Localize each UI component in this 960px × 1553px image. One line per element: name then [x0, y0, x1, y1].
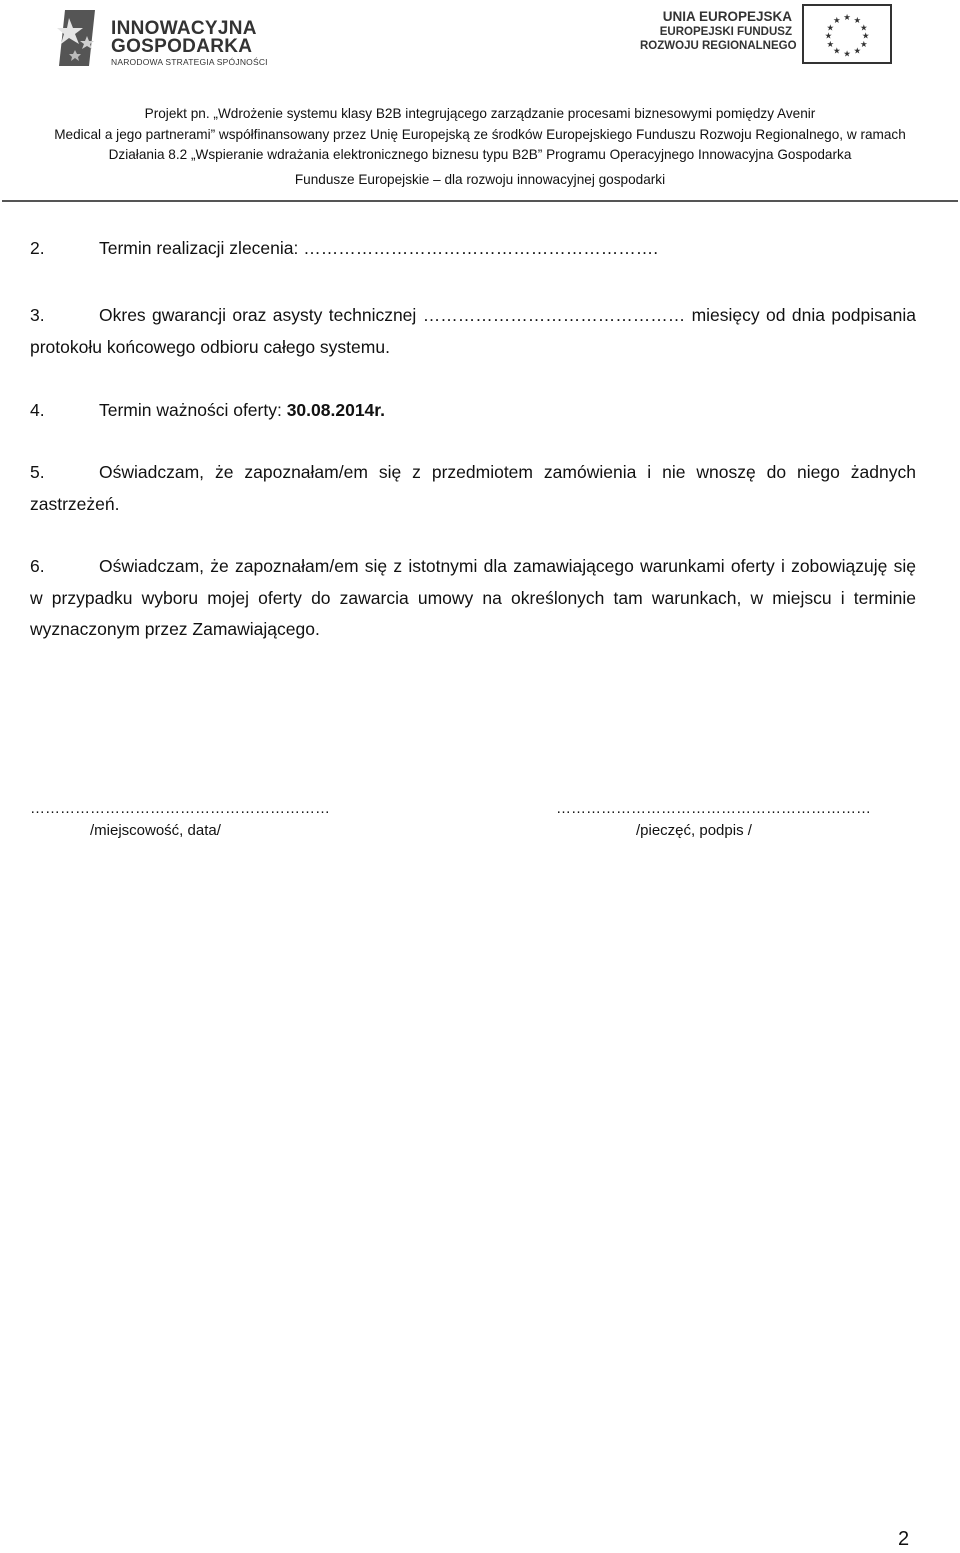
stars-logo-icon [55, 6, 105, 70]
eu-logo-line-2: EUROPEJSKI FUNDUSZ [659, 26, 792, 38]
eu-logo-text [640, 8, 797, 53]
list-item [30, 300, 916, 363]
item-text: Oświadczam, że zapoznałam/em się z przedmiotem zamówienia i nie wnoszę do niego żadnych zastrzeżeń. [30, 462, 916, 514]
svg-text:★: ★ [826, 22, 834, 33]
list-item [30, 457, 916, 520]
project-line: Medical a jego partnerami” współfinansowany przez Unię Europejską ze środków Europejskiego Funduszu Rozwoju Regionalnego, w ramach [54, 126, 906, 142]
item-number: 3. [30, 305, 45, 325]
logo-line-3: NARODOWA STRATEGIA SPÓJNOŚCI [111, 57, 268, 67]
svg-text:★: ★ [861, 30, 870, 41]
svg-text:★: ★ [843, 48, 851, 59]
item-number: 6. [30, 556, 45, 576]
funds-line: Fundusze Europejskie – dla rozwoju innowacyjnej gospodarki [294, 172, 666, 187]
eu-stars-flag-icon [802, 4, 892, 64]
list-item [30, 233, 916, 265]
item-number: 5. [30, 462, 45, 482]
item-text: Okres gwarancji oraz asysty technicznej ……………………………………… miesięcy od dnia podpisania protokołu końcowego odbioru całego systemu. [30, 305, 916, 357]
svg-text:★: ★ [843, 12, 851, 22]
place-date-label: /miejscowość, data/ [90, 822, 221, 839]
eu-logo-line-1: UNIA EUROPEJSKA [662, 9, 792, 24]
place-date-dots: …………………………………………………… [30, 800, 330, 817]
eu-logo [640, 4, 900, 66]
list-item [30, 395, 916, 427]
eu-logo-line-3: ROZWOJU REGIONALNEGO [640, 40, 797, 52]
document-header [0, 0, 960, 202]
item-text: Oświadczam, że zapoznałam/em się z istotnymi dla zamawiającego warunkami oferty i zobowiązuję się w przypadku wyboru mojej oferty do zawarcia umowy na określonych tam warunkach, w miejscu i terminie wyznaczonym przez Zamawiającego. [30, 556, 916, 639]
item-number: 2. [30, 238, 45, 258]
logo-line-1: INNOWACYJNA [111, 18, 257, 39]
item-text: Termin ważności oferty: [99, 400, 287, 420]
project-line: Działania 8.2 „Wspieranie wdrażania elektronicznego biznesu typu B2B” Programu Operacyjnego Innowacyjna Gospodarka [108, 147, 852, 163]
stamp-signature-dots: ……………………………………………………… [556, 800, 871, 817]
project-line: Projekt pn. „Wdrożenie systemu klasy B2B integrującego zarządzanie procesami biznesowymi pomiędzy Avenir [144, 106, 816, 121]
svg-text:★: ★ [832, 14, 841, 25]
svg-text:★: ★ [824, 30, 833, 41]
svg-text:★: ★ [860, 22, 868, 33]
offer-validity-date: 30.08.2014r. [286, 400, 385, 420]
innowacyjna-gospodarka-logo [55, 6, 268, 70]
list-item [30, 551, 916, 646]
item-number: 4. [30, 400, 45, 420]
svg-text:★: ★ [826, 39, 834, 50]
svg-text:★: ★ [860, 39, 868, 50]
page-number: 2 [898, 1528, 910, 1550]
project-description [0, 104, 960, 166]
svg-text:★: ★ [853, 45, 862, 56]
stamp-signature-label: /pieczęć, podpis / [636, 822, 752, 839]
svg-text:★: ★ [853, 14, 862, 25]
item-text: Termin realizacji zlecenia: ……………………………………………………. [99, 238, 659, 258]
logo-line-2: GOSPODARKA [111, 36, 253, 57]
svg-text:★: ★ [832, 45, 841, 56]
header-divider [2, 200, 958, 202]
